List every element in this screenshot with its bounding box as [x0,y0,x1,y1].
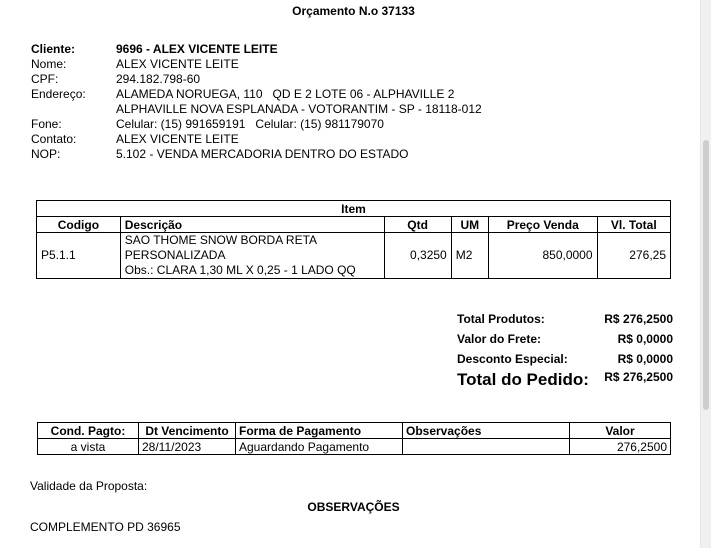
payment-notes [403,439,570,455]
client-value: 9696 - ALEX VICENTE LEITE [116,42,278,56]
item-description-line: SAO THOME SNOW BORDA RETA [124,233,318,247]
vertical-scrollbar[interactable] [700,0,711,548]
header-unit: UM [451,217,488,233]
address-label-empty [31,102,116,117]
total-products-row [457,308,673,328]
payment-due-date: 28/11/2023 [139,439,236,455]
contact-label: Contato: [31,132,77,146]
items-table [36,200,671,279]
nop-row [31,147,482,162]
table-row [38,439,671,455]
validity-label: Validade da Proposta: [30,479,148,493]
order-total-row [457,368,673,390]
total-products-value: R$ 276,2500 [604,312,673,326]
item-unit: M2 [451,233,488,279]
cpf-row [31,72,482,87]
totals-block [457,308,673,390]
header-qty: Qtd [384,217,451,233]
header-due-date: Dt Vencimento [139,423,236,439]
phone-row [31,117,482,132]
contact-row [31,132,482,147]
header-payment-method: Forma de Pagamento [236,423,403,439]
item-qty: 0,3250 [384,233,451,279]
address-row [31,87,482,102]
shipping-label: Valor do Frete: [457,332,542,346]
header-code: Codigo [37,217,121,233]
payment-condition: a vista [38,439,139,455]
phone-value: Celular: (15) 991659191 Celular: (15) 981179070 [116,117,384,131]
order-total-value: R$ 276,2500 [604,370,673,384]
order-total-label: Total do Pedido: [457,370,589,389]
nop-label: NOP: [31,147,61,161]
header-description: Descrição [120,217,384,233]
shipping-value: R$ 0,0000 [617,332,673,346]
scrollbar-thumb[interactable] [703,140,709,410]
item-observation: Obs.: CLARA 1,30 ML X 0,25 - 1 LADO QQ [124,263,356,277]
client-row [31,42,482,57]
name-label: Nome: [31,57,67,71]
client-label: Cliente: [31,42,76,56]
discount-value: R$ 0,0000 [617,352,673,366]
header-payment-condition: Cond. Pagto: [38,423,139,439]
phone-label: Fone: [31,117,62,131]
item-total: 276,25 [597,233,670,279]
observations-heading: OBSERVAÇÕES [307,500,400,514]
document-title: Orçamento N.o 37133 [292,4,415,18]
item-description [120,233,384,279]
client-info [31,42,482,162]
item-price: 850,0000 [488,233,597,279]
header-value: Valor [570,423,671,439]
observations-text: COMPLEMENTO PD 36965 [30,520,181,534]
address-line2: ALPHAVILLE NOVA ESPLANADA - VOTORANTIM - SP - 18118-012 [116,102,482,116]
nop-value: 5.102 - VENDA MERCADORIA DENTRO DO ESTADO [116,147,409,161]
cpf-label: CPF: [31,72,59,86]
header-total: Vl. Total [597,217,670,233]
discount-label: Desconto Especial: [457,352,568,366]
total-products-label: Total Produtos: [457,312,545,326]
address-label: Endereço: [31,87,86,101]
discount-row [457,348,673,368]
address-line1: ALAMEDA NORUEGA, 110 QD E 2 LOTE 06 - ALPHAVILLE 2 [116,87,455,101]
table-row [37,233,671,279]
contact-value: ALEX VICENTE LEITE [116,132,239,146]
header-price: Preço Venda [488,217,597,233]
payment-value: 276,2500 [570,439,671,455]
shipping-row [457,328,673,348]
cpf-value: 294.182.798-60 [116,72,201,86]
items-caption: Item [37,201,671,217]
item-code: P5.1.1 [37,233,121,279]
item-description-line: PERSONALIZADA [124,248,226,262]
name-value: ALEX VICENTE LEITE [116,57,239,71]
header-observations: Observações [403,423,570,439]
address-row-2 [31,102,482,117]
payment-method: Aguardando Pagamento [236,439,403,455]
payment-table [37,422,671,455]
name-row [31,57,482,72]
